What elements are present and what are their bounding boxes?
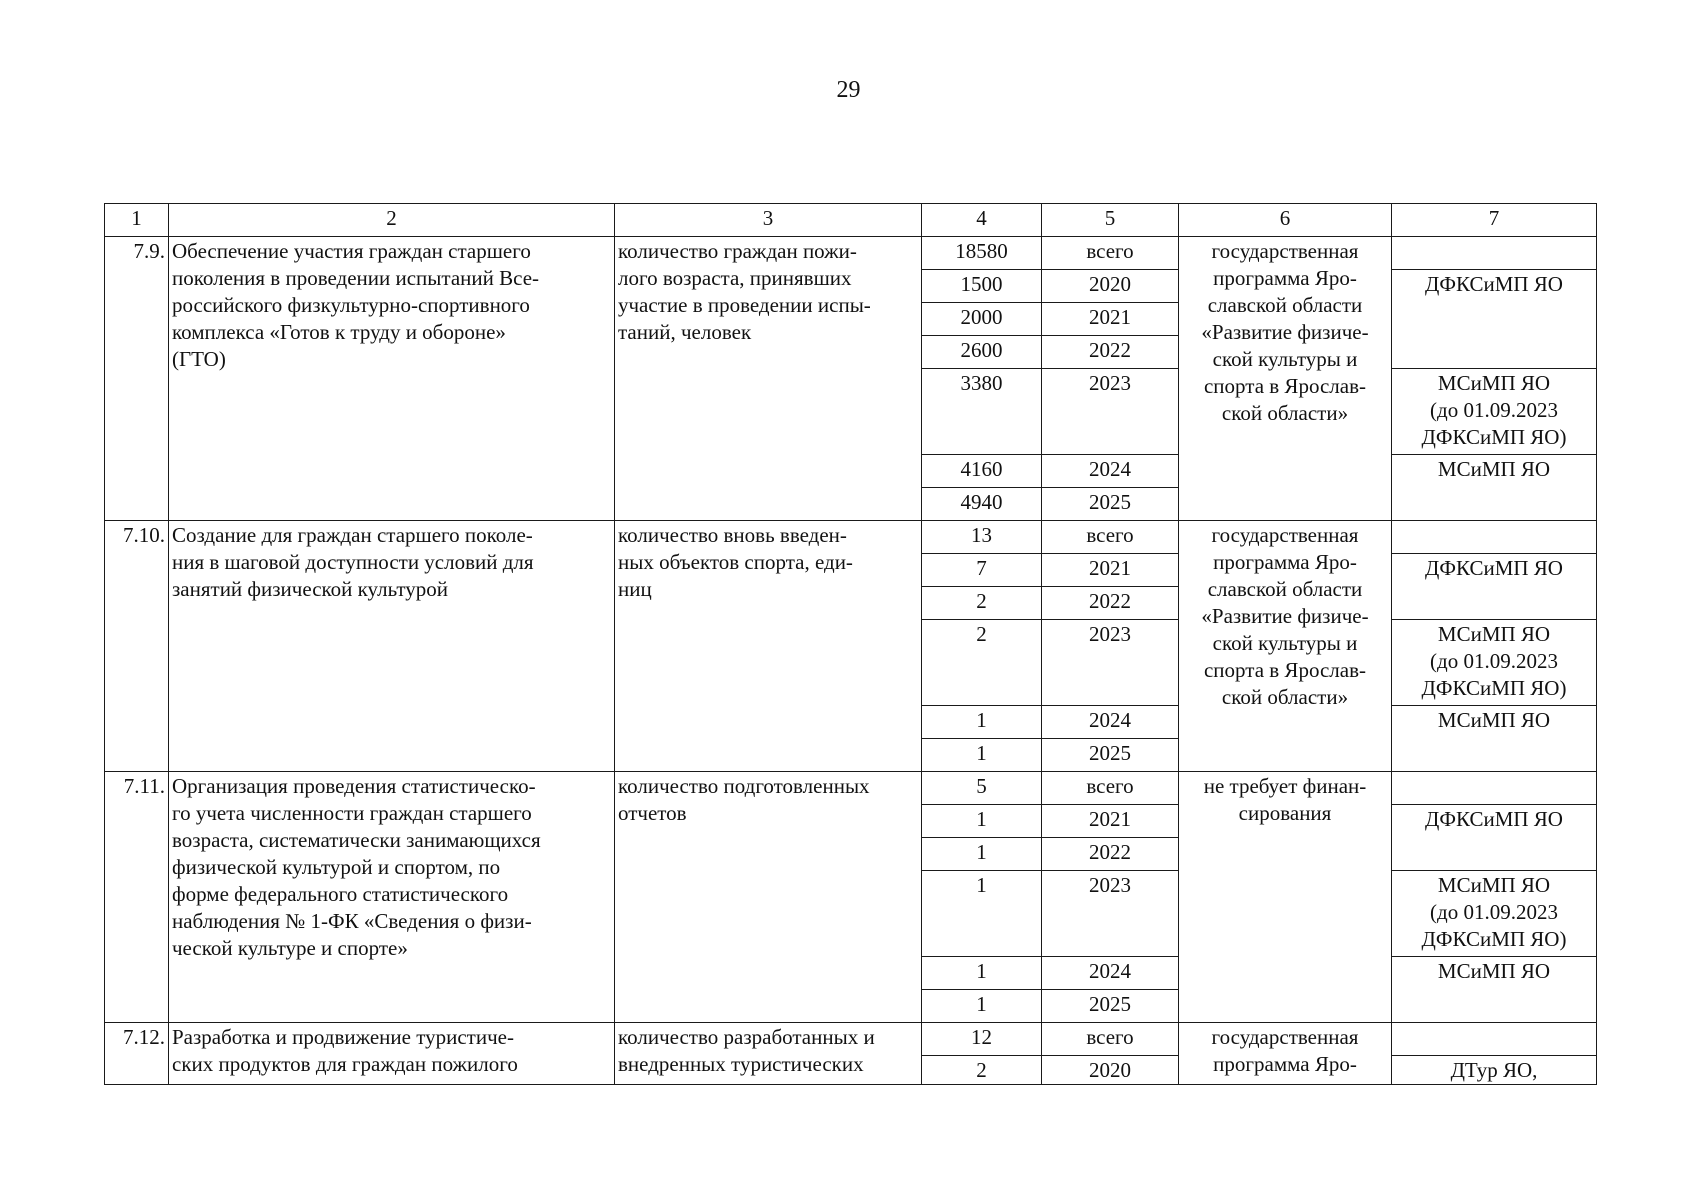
indicator-value: 2 [922, 1056, 1042, 1085]
indicator-period: 2021 [1042, 805, 1179, 838]
item-number: 7.11. [105, 772, 169, 1023]
executor: МСиМП ЯО (до 01.09.2023 ДФКСиМП ЯО) [1392, 369, 1597, 455]
indicator-period: 2023 [1042, 871, 1179, 957]
indicator-value: 7 [922, 554, 1042, 587]
item-number: 7.10. [105, 521, 169, 772]
executor [1392, 1023, 1597, 1056]
indicator-value: 1 [922, 838, 1042, 871]
indicator-value: 1 [922, 990, 1042, 1023]
executor: МСиМП ЯО (до 01.09.2023 ДФКСиМП ЯО) [1392, 620, 1597, 706]
indicator-period: 2022 [1042, 336, 1179, 369]
column-header: 3 [615, 204, 922, 237]
indicator-value: 12 [922, 1023, 1042, 1056]
indicator-period: 2023 [1042, 369, 1179, 455]
table-row [105, 237, 1597, 270]
table-row [105, 772, 1597, 805]
indicator-period: 2021 [1042, 554, 1179, 587]
indicator-period: 2024 [1042, 455, 1179, 488]
column-header: 4 [922, 204, 1042, 237]
indicator-value: 1 [922, 957, 1042, 990]
indicator-period: 2022 [1042, 838, 1179, 871]
indicator-value: 3380 [922, 369, 1042, 455]
executor [1392, 772, 1597, 805]
item-number: 7.9. [105, 237, 169, 521]
executor: МСиМП ЯО [1392, 455, 1597, 521]
indicator-text: количество разработанных и внедренных туристических [615, 1023, 922, 1085]
indicator-period: 2023 [1042, 620, 1179, 706]
executor [1392, 521, 1597, 554]
column-header: 7 [1392, 204, 1597, 237]
column-header: 1 [105, 204, 169, 237]
financing-source: государственная программа Яро- славской области «Развитие физиче- ской культуры и спорта в Ярослав- ской области» [1179, 237, 1392, 521]
executor: МСиМП ЯО (до 01.09.2023 ДФКСиМП ЯО) [1392, 871, 1597, 957]
measure-name: Создание для граждан старшего поколе- ния в шаговой доступности условий для занятий физической культурой [169, 521, 615, 772]
measure-name: Организация проведения статистическо- го учета численности граждан старшего возраста, систематически занимающихся физической культурой и спортом, по форме федерального статистического наблюдения № 1-ФК «Сведения о физи- ческой культуре и спорте» [169, 772, 615, 1023]
indicator-period: 2025 [1042, 739, 1179, 772]
executor: ДФКСиМП ЯО [1392, 554, 1597, 620]
measures-table [104, 203, 1597, 1085]
indicator-value: 1 [922, 706, 1042, 739]
financing-source: государственная программа Яро- [1179, 1023, 1392, 1085]
indicator-value: 2000 [922, 303, 1042, 336]
indicator-period: всего [1042, 521, 1179, 554]
indicator-value: 2 [922, 620, 1042, 706]
financing-source: государственная программа Яро- славской области «Развитие физиче- ской культуры и спорта в Ярослав- ской области» [1179, 521, 1392, 772]
indicator-value: 13 [922, 521, 1042, 554]
item-number: 7.12. [105, 1023, 169, 1085]
executor: МСиМП ЯО [1392, 706, 1597, 772]
indicator-value: 2600 [922, 336, 1042, 369]
indicator-value: 1500 [922, 270, 1042, 303]
executor [1392, 237, 1597, 270]
indicator-text: количество подготовленных отчетов [615, 772, 922, 1023]
indicator-period: 2020 [1042, 1056, 1179, 1085]
executor: МСиМП ЯО [1392, 957, 1597, 1023]
executor: ДТур ЯО, [1392, 1056, 1597, 1085]
indicator-period: 2020 [1042, 270, 1179, 303]
indicator-value: 1 [922, 805, 1042, 838]
indicator-period: 2025 [1042, 990, 1179, 1023]
indicator-value: 4160 [922, 455, 1042, 488]
measure-name: Обеспечение участия граждан старшего поколения в проведении испытаний Все- российского физкультурно-спортивного комплекса «Готов к труду и обороне» (ГТО) [169, 237, 615, 521]
table-row [105, 1023, 1597, 1056]
financing-source: не требует финан- сирования [1179, 772, 1392, 1023]
column-header: 5 [1042, 204, 1179, 237]
indicator-period: всего [1042, 237, 1179, 270]
indicator-period: 2025 [1042, 488, 1179, 521]
indicator-value: 5 [922, 772, 1042, 805]
measure-name: Разработка и продвижение туристиче- ских продуктов для граждан пожилого [169, 1023, 615, 1085]
table-header-row [105, 204, 1597, 237]
indicator-period: 2024 [1042, 957, 1179, 990]
executor: ДФКСиМП ЯО [1392, 270, 1597, 369]
indicator-value: 4940 [922, 488, 1042, 521]
indicator-period: всего [1042, 772, 1179, 805]
indicator-text: количество вновь введен- ных объектов спорта, еди- ниц [615, 521, 922, 772]
indicator-period: 2024 [1042, 706, 1179, 739]
indicator-period: 2022 [1042, 587, 1179, 620]
page-number: 29 [836, 77, 861, 103]
executor: ДФКСиМП ЯО [1392, 805, 1597, 871]
indicator-value: 1 [922, 739, 1042, 772]
indicator-value: 1 [922, 871, 1042, 957]
indicator-period: всего [1042, 1023, 1179, 1056]
indicator-value: 2 [922, 587, 1042, 620]
table-row [105, 521, 1597, 554]
column-header: 2 [169, 204, 615, 237]
indicator-value: 18580 [922, 237, 1042, 270]
column-header: 6 [1179, 204, 1392, 237]
indicator-text: количество граждан пожи- лого возраста, принявших участие в проведении испы- таний, человек [615, 237, 922, 521]
indicator-period: 2021 [1042, 303, 1179, 336]
